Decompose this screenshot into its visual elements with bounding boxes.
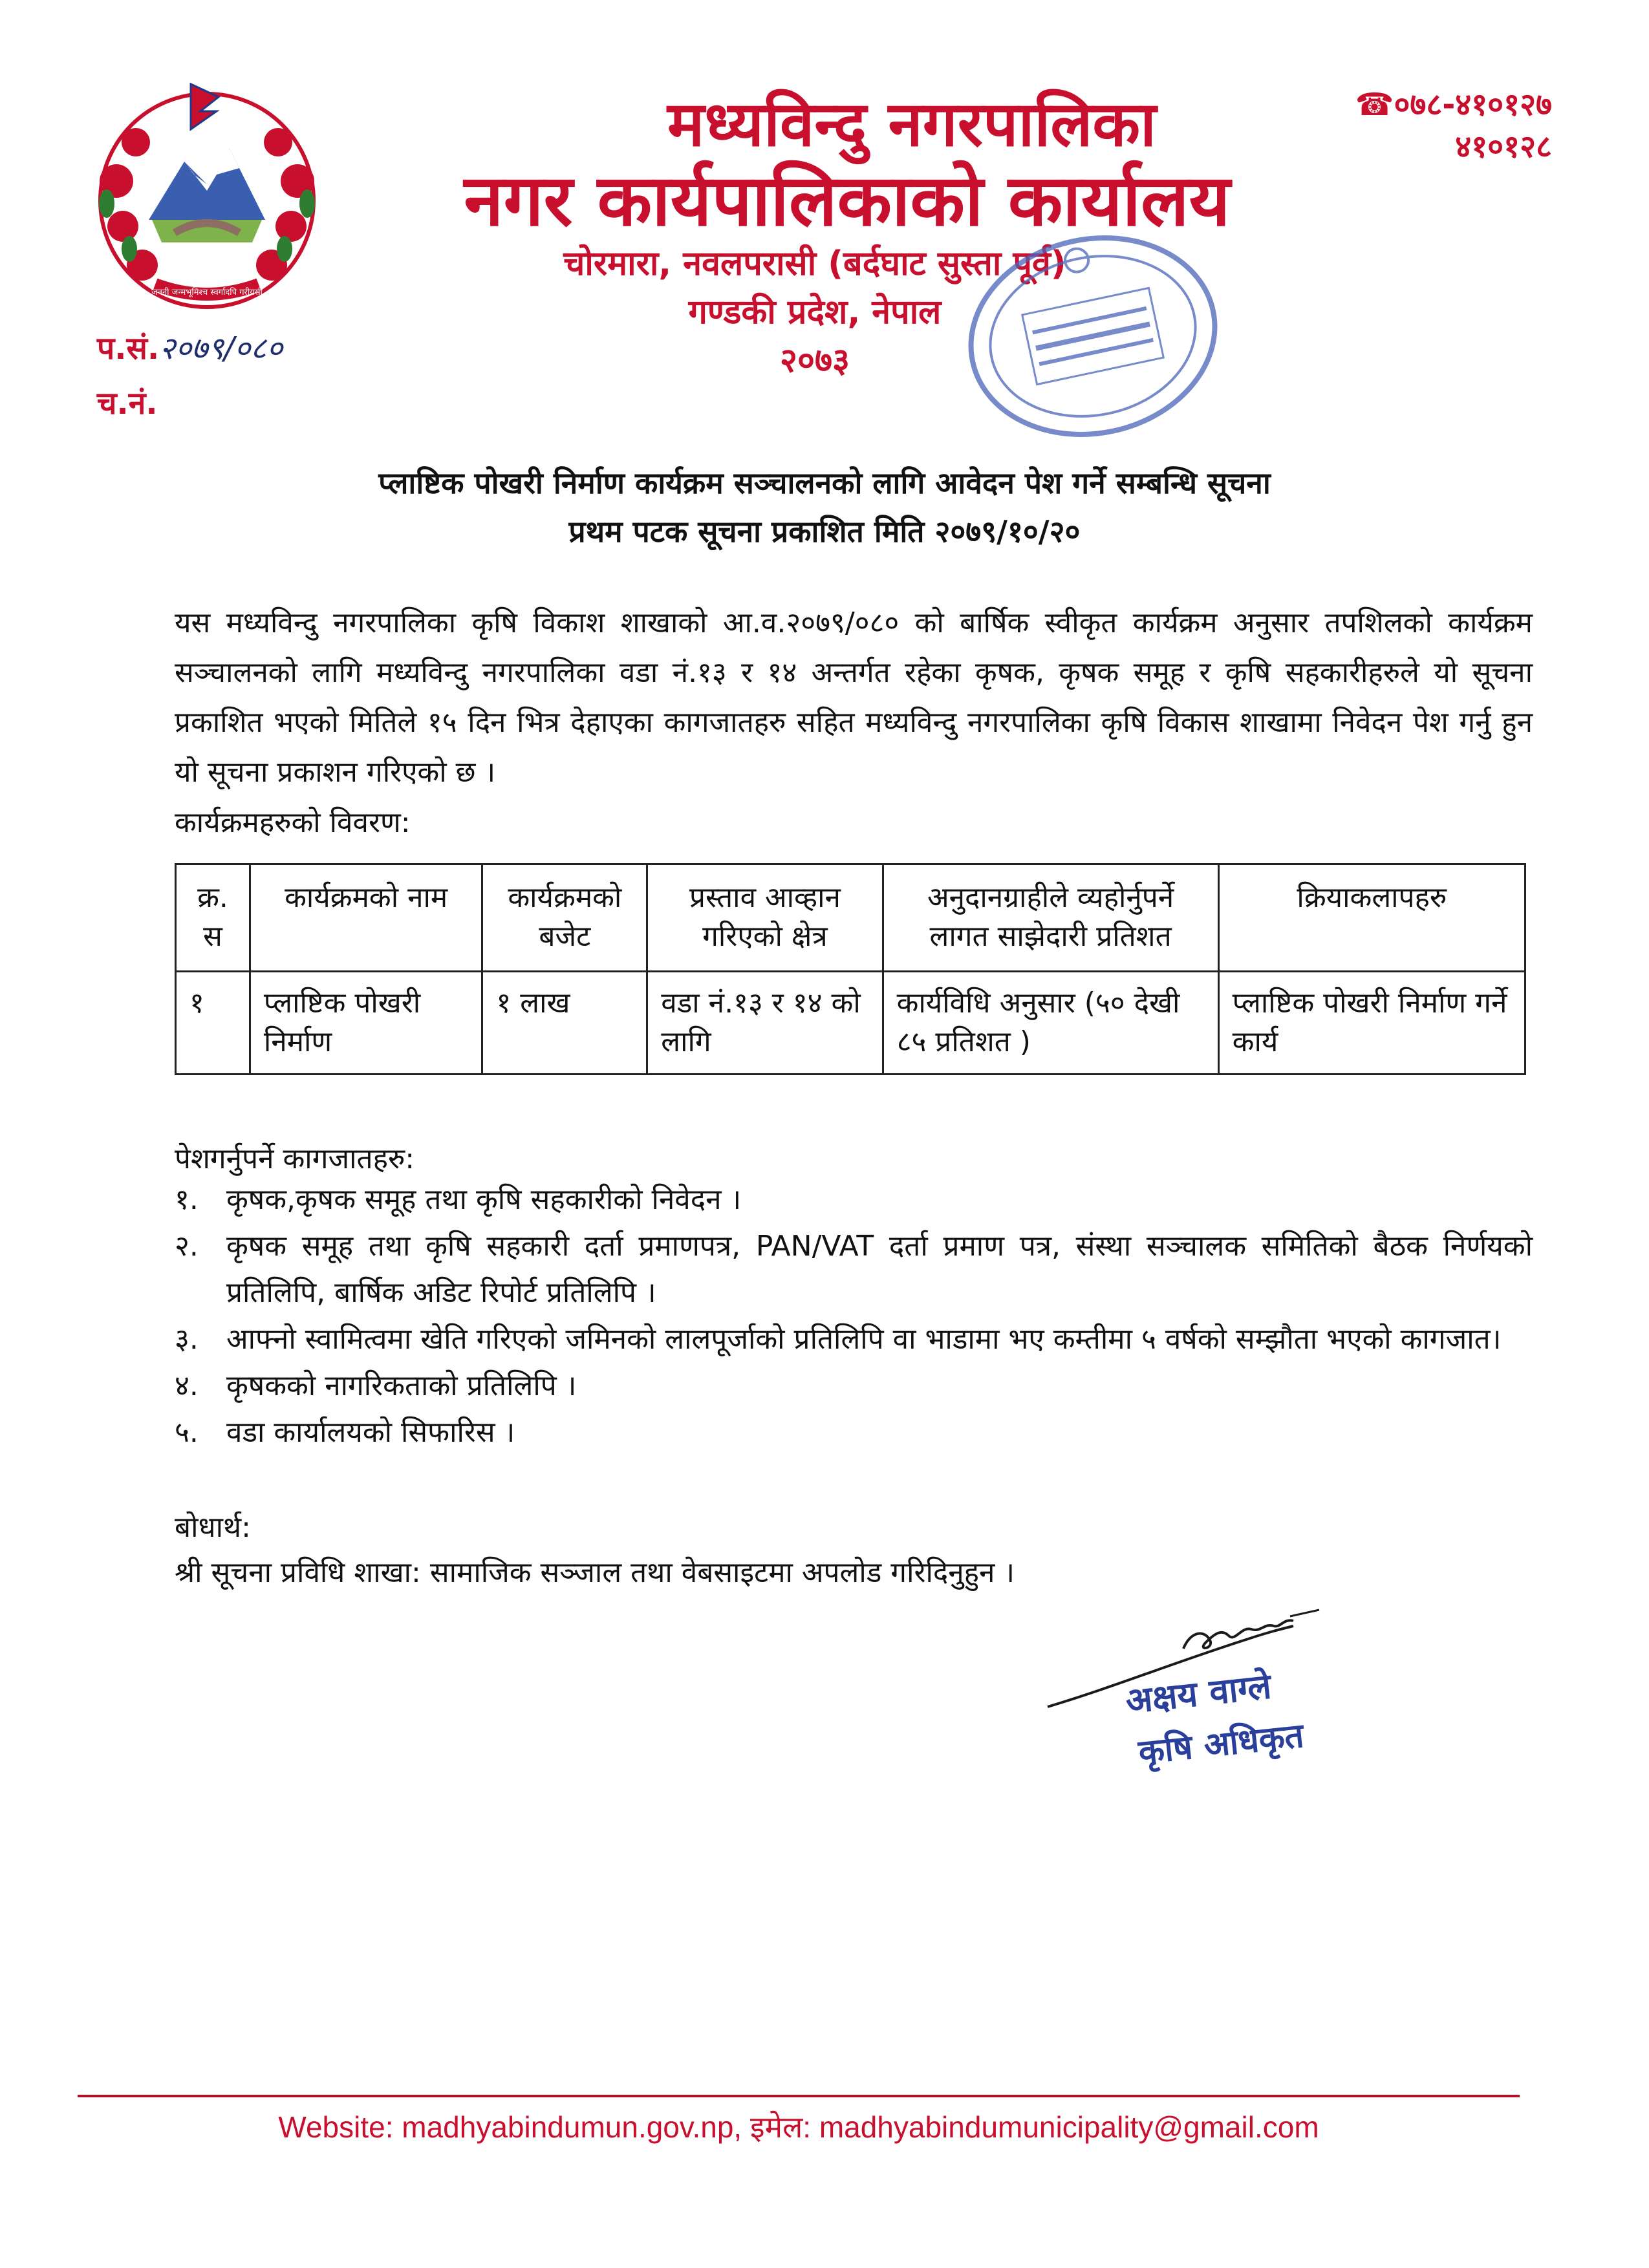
table-cell: कार्यविधि अनुसार (५० देखी ८५ प्रतिशत ) <box>883 972 1218 1075</box>
footer-contact: Website: madhyabindumun.gov.np, इमेल: madhyabindumunicipality@gmail.com <box>278 2110 1319 2144</box>
table-cell: प्लाष्टिक पोखरी निर्माण गर्ने कार्य <box>1218 972 1525 1075</box>
reference-label: प.सं. <box>97 330 160 367</box>
table-row <box>176 972 1525 1075</box>
signatory-name: अक्षय वाग्ले <box>1123 1665 1273 1722</box>
table-cell: १ लाख <box>482 972 647 1075</box>
phone-block <box>1267 84 1552 168</box>
list-item-number: २. <box>175 1230 199 1263</box>
table-header: क्रियाकलापहरु <box>1218 864 1525 972</box>
list-item <box>175 1409 1533 1456</box>
phone-number-1: ०७८-४१०१२७ <box>1394 87 1552 123</box>
list-item <box>175 1316 1533 1363</box>
documents-list <box>175 1177 1533 1456</box>
list-item-text: कृषक,कृषक समूह तथा कृषि सहकारीको निवेदन । <box>226 1183 742 1216</box>
reference-number <box>97 326 283 369</box>
notice-subtitle: प्रथम पटक सूचना प्रकाशित मिति २०७९/१०/२० <box>568 514 1081 549</box>
notice-title: प्लाष्टिक पोखरी निर्माण कार्यक्रम सञ्चालनको लागि आवेदन पेश गर्ने सम्बन्धि सूचना <box>378 465 1271 500</box>
office-name: नगर कार्यपालिकाको कार्यालय <box>464 159 1231 242</box>
table-cell: वडा नं.१३ र १४ को लागि <box>647 972 883 1075</box>
table-header: कार्यक्रमको बजेट <box>482 864 647 972</box>
list-item-text: वडा कार्यालयको सिफारिस । <box>226 1416 515 1449</box>
list-item-number: ५. <box>175 1416 199 1449</box>
office-province: गण्डकी प्रदेश, नेपाल <box>688 293 942 332</box>
reference-value: २०७९/०८० <box>159 330 283 367</box>
documents-heading: पेशगर्नुपर्ने कागजातहरु: <box>175 1142 415 1175</box>
table-cell: १ <box>176 972 250 1075</box>
programs-table <box>175 863 1526 1075</box>
phone-number-2: ४१०१२८ <box>1455 128 1552 165</box>
footer-divider <box>78 2095 1520 2097</box>
established-year: २०७३ <box>779 341 850 380</box>
notice-body: यस मध्यविन्दु नगरपालिका कृषि विकाश शाखाको आ.व.२०७९/०८० को बार्षिक स्वीकृत कार्यक्रम अनुसार तपशिलको कार्यक्रम सञ्चालनको लागि मध्यविन्दु नगरपालिका वडा नं.१३ र १४ अन्तर्गत रहेका कृषक, कृषक समूह र कृषि सहकारीहरुले यो सूचना प्रकाशित भएको मितिले १५ दिन भित्र देहाएका कागजातहरु सहित मध्यविन्दु नगरपालिका कृषि विकास शाखामा निवेदन पेश गर्नु हुन यो सूचना प्रकाशन गरिएको छ । <box>175 606 1533 789</box>
office-stamp-icon <box>957 213 1229 459</box>
list-item-text: कृषक समूह तथा कृषि सहकारी दर्ता प्रमाणपत्र, PAN/VAT दर्ता प्रमाण पत्र, संस्था सञ्चालक समितिको बैठक निर्णयको प्रतिलिपि, बार्षिक अडिट रिपोर्ट प्रतिलिपि । <box>226 1230 1533 1309</box>
cc-heading: बोधार्थ: <box>175 1511 251 1544</box>
list-item <box>175 1177 1533 1223</box>
municipality-name: मध्यविन्दु नगरपालिका <box>667 88 1156 160</box>
dispatch-number-label: च.नं. <box>97 385 158 422</box>
list-item-number: ४. <box>175 1369 199 1402</box>
cc-recipient: श्री सूचना प्रविधि शाखा: सामाजिक सञ्जाल तथा वेबसाइटमा अपलोड गरिदिनुहुन । <box>175 1556 1015 1589</box>
list-item <box>175 1363 1533 1409</box>
list-item-number: ३. <box>175 1323 199 1356</box>
nepal-emblem-icon <box>78 71 336 317</box>
signatory-title: कृषि अधिकृत <box>1136 1716 1306 1773</box>
list-item-text: कृषकको नागरिकताको प्रतिलिपि । <box>226 1369 577 1402</box>
list-item <box>175 1223 1533 1316</box>
table-header: अनुदानग्राहीले व्यहोर्नुपर्ने लागत साझेदारी प्रतिशत <box>883 864 1218 972</box>
table-cell: प्लाष्टिक पोखरी निर्माण <box>250 972 482 1075</box>
phone-icon: ☎ <box>1355 87 1394 123</box>
table-header: क्र. स <box>176 864 250 972</box>
table-header: प्रस्ताव आव्हान गरिएको क्षेत्र <box>647 864 883 972</box>
table-header-row <box>176 864 1525 972</box>
office-address: चोरमारा, नवलपरासी (बर्दघाट सुस्ता पूर्व) <box>563 244 1066 283</box>
programs-heading: कार्यक्रमहरुको विवरण: <box>175 806 411 839</box>
table-header: कार्यक्रमको नाम <box>250 864 482 972</box>
list-item-text: आफ्नो स्वामित्वमा खेति गरिएको जमिनको लालपूर्जाको प्रतिलिपि वा भाडामा भए कम्तीमा ५ वर्षको सम्झौता भएको कागजात। <box>226 1323 1502 1356</box>
emblem-motto: जननी जन्मभूमिश्च स्वर्गादपि गरीयसी <box>151 288 263 297</box>
list-item-number: १. <box>175 1183 199 1216</box>
